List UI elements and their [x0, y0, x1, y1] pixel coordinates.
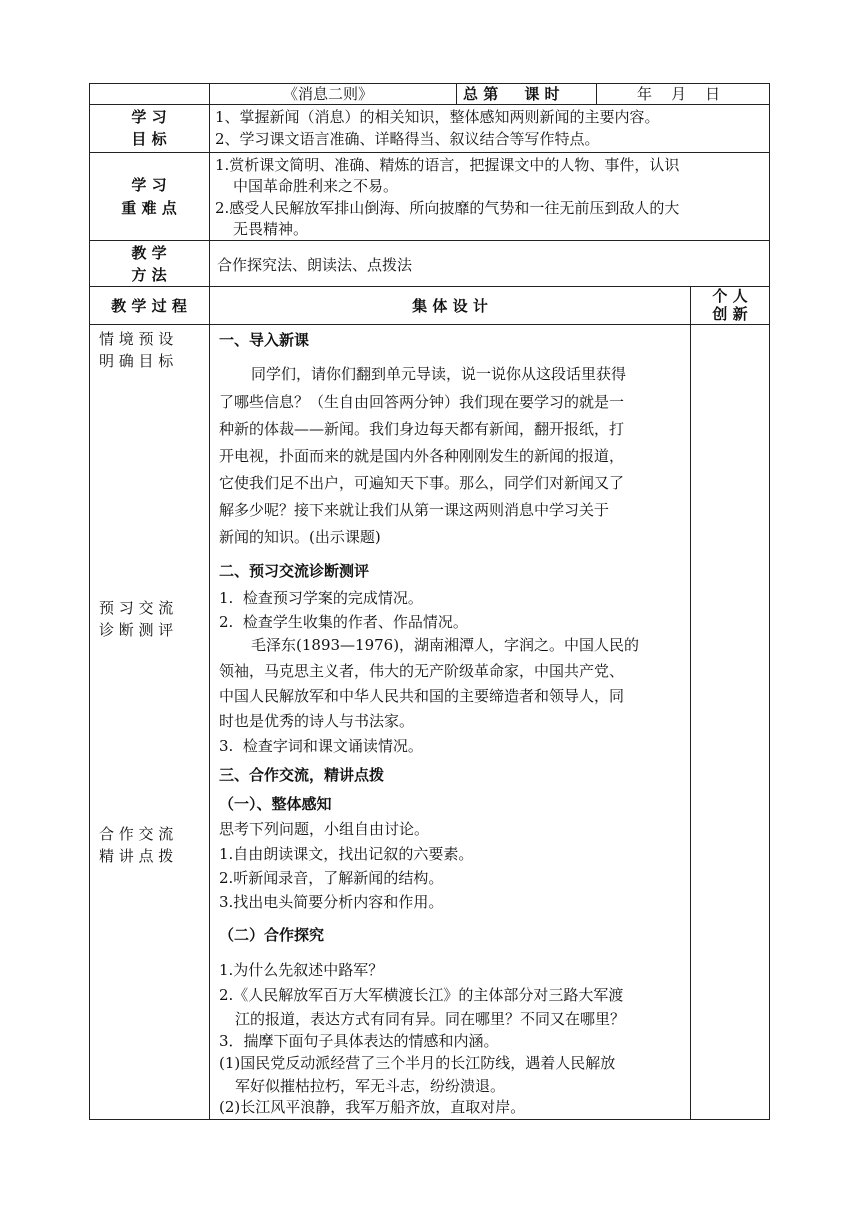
- author-paragraph-line: 领袖，马克思主义者，伟大的无产阶级革命家，中国共产党、: [219, 662, 625, 680]
- preview-item: 3. 检查字词和课文诵读情况。: [219, 737, 423, 755]
- personal-innovation-heading-2: 创 新: [712, 305, 748, 323]
- overview-item: 2.听新闻录音，了解新闻的结构。: [219, 869, 444, 887]
- keypoint-line: 2.感受人民解放军排山倒海、所向披靡的气势和一往无前压到敌人的大: [215, 199, 680, 217]
- col-divider-header-date: [596, 83, 597, 105]
- date-label: 年 月 日: [637, 85, 721, 103]
- stage-label: 精 讲 点 拨: [99, 847, 174, 865]
- intro-paragraph-line: 解多少呢？接下来就让我们从第一课这两则消息中学习关于: [219, 501, 610, 519]
- row-divider-keypoints: [89, 240, 770, 241]
- keypoint-line: 中国革命胜利来之不易。: [233, 177, 399, 195]
- preview-item: 1. 检查预习学案的完成情况。: [219, 589, 423, 607]
- subsection-title-overview: （一）、整体感知: [219, 795, 332, 813]
- col-divider-header-total: [456, 83, 457, 105]
- objective-line: 1、掌握新闻（消息）的相关知识，整体感知两则新闻的主要内容。: [215, 108, 660, 126]
- col-divider-label: [209, 83, 210, 1120]
- overview-intro: 思考下列问题，小组自由讨论。: [219, 820, 430, 838]
- intro-paragraph-line: 了哪些信息？（生自由回答两分钟）我们现在要学习的就是一: [219, 393, 625, 411]
- stage-label: 预 习 交 流: [99, 599, 174, 617]
- preview-item: 2. 检查学生收集的作者、作品情况。: [219, 613, 468, 631]
- keypoint-line: 无畏精神。: [233, 220, 309, 238]
- intro-paragraph-line: 种新的体裁——新闻。我们身边每天都有新闻，翻开报纸，打: [219, 420, 625, 438]
- keypoint-line: 1.赏析课文简明、准确、精炼的语言，把握课文中的人物、事件，认识: [215, 156, 680, 174]
- objective-line: 2、学习课文语言准确、详略得当、叙议结合等写作特点。: [215, 130, 600, 148]
- keypoints-label-2: 重 难 点: [121, 199, 177, 217]
- methods-label-1: 教 学: [131, 244, 167, 262]
- table-border-right: [769, 83, 770, 1120]
- intro-paragraph-line: 新闻的知识。(出示课题): [219, 528, 381, 546]
- subsection-title-inquiry: （二）合作探究: [219, 926, 325, 944]
- lesson-title: 《消息二则》: [283, 85, 374, 103]
- stage-label: 合 作 交 流: [99, 825, 174, 843]
- keypoints-label-1: 学 习: [131, 176, 167, 194]
- intro-paragraph-line: 同学们，请你们翻到单元导读，说一说你从这段话里获得: [251, 365, 627, 383]
- col-divider-personal: [690, 286, 691, 1120]
- methods-text: 合作探究法、朗读法、点拨法: [217, 256, 413, 274]
- section-title-cooperation: 三、合作交流，精讲点拨: [219, 766, 385, 784]
- inquiry-line: (1)国民党反动派经营了三个半月的长江防线，遇着人民解放: [219, 1054, 616, 1072]
- row-divider-objectives: [89, 152, 770, 153]
- intro-paragraph-line: 开电视，扑面而来的就是国内外各种刚刚发生的新闻的报道，: [219, 447, 625, 465]
- section-title-intro: 一、导入新课: [219, 331, 310, 349]
- intro-paragraph-line: 它使我们足不出户，可遍知天下事。那么，同学们对新闻又了: [219, 474, 625, 492]
- author-paragraph-line: 中国人民解放军和中华人民共和国的主要缔造者和领导人，同: [219, 687, 625, 705]
- table-border-left: [89, 83, 90, 1120]
- inquiry-line: 1.为什么先叙述中路军？: [219, 961, 384, 979]
- objectives-label-2: 目 标: [131, 130, 167, 148]
- inquiry-line: 军好似摧枯拉朽，军无斗志，纷纷溃退。: [235, 1077, 506, 1095]
- author-paragraph-line: 毛泽东(1893—1976)，湖南湘潭人，字润之。中国人民的: [251, 636, 640, 654]
- methods-label-2: 方 法: [131, 266, 167, 284]
- overview-item: 3.找出电头简要分析内容和作用。: [219, 893, 444, 911]
- inquiry-line: (2)长江风平浪静，我军万船齐放，直取对岸。: [219, 1098, 526, 1116]
- objectives-label-1: 学 习: [131, 108, 167, 126]
- section-title-preview: 二、预习交流诊断测评: [219, 562, 370, 580]
- table-border-bottom: [89, 1119, 770, 1120]
- row-divider-methods: [89, 286, 770, 287]
- stage-label: 明 确 目 标: [99, 352, 174, 370]
- stage-label: 情 境 预 设: [99, 330, 174, 348]
- inquiry-line: 2.《人民解放军百万大军横渡长江》的主体部分对三路大军渡: [219, 986, 624, 1004]
- collective-design-heading: 集 体 设 计: [412, 297, 488, 315]
- row-divider-process-header: [89, 324, 770, 325]
- row-divider-header: [89, 104, 770, 105]
- author-paragraph-line: 时也是优秀的诗人与书法家。: [219, 712, 415, 730]
- inquiry-line: 3．揣摩下面句子具体表达的情感和内涵。: [219, 1032, 499, 1050]
- personal-innovation-heading-1: 个 人: [712, 287, 748, 305]
- overview-item: 1.自由朗读课文，找出记叙的六要素。: [219, 845, 474, 863]
- inquiry-line: 江的报道，表达方式有同有异。同在哪里？不同又在哪里？: [235, 1010, 626, 1028]
- process-column-heading: 教 学 过 程: [111, 297, 187, 315]
- total-period-label: 总 第 课 时: [463, 85, 560, 103]
- stage-label: 诊 断 测 评: [99, 621, 174, 639]
